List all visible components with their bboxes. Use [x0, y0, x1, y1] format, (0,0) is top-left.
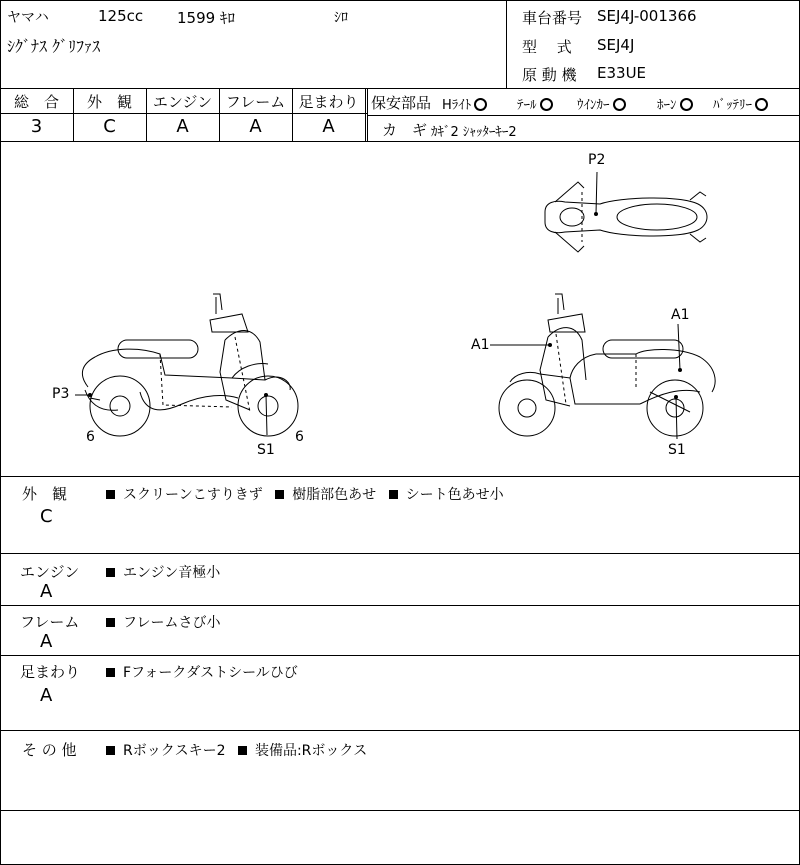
key-label: カ ギ: [382, 121, 428, 139]
note-category-frame: フレーム: [20, 613, 80, 631]
rule: [367, 115, 800, 116]
ok-circle-icon: [613, 98, 626, 111]
note-items-frame: [106, 612, 220, 632]
note-item: エンジン音極小: [123, 565, 221, 581]
safety-item-tail: [517, 94, 553, 113]
note-items-other: [106, 740, 367, 760]
model-name: ｼｸﾞﾅｽ ｸﾞﾘﾌｧｽ: [7, 37, 101, 56]
rating-value-frame: A: [249, 116, 262, 137]
diagram-label-6-left: 6: [86, 429, 95, 445]
note-items-engine: [106, 562, 220, 582]
safety-item-name: Hﾗｲﾄ: [442, 98, 472, 113]
note-item: 装備品:Rボックス: [254, 743, 368, 759]
safety-label: 保安部品: [371, 94, 432, 112]
col-divider: [365, 88, 366, 141]
safety-item-name: ﾊﾞｯﾃﾘｰ: [713, 98, 752, 113]
rating-value-overall: 3: [30, 116, 43, 137]
scooter-left-side-view: [82, 294, 298, 436]
safety-item-horn: [657, 94, 693, 113]
note-grade-suspension: A: [40, 685, 53, 706]
maker: ヤマハ: [7, 10, 49, 26]
bullet-square-icon: [106, 568, 115, 577]
rule: [0, 810, 800, 811]
rating-header-exterior: 外 観: [86, 93, 132, 111]
note-category-other: そ の 他: [22, 741, 77, 759]
type-value: SEJ4J: [597, 36, 635, 54]
frame-no-value: SEJ4J-001366: [597, 7, 697, 25]
scooter-top-view: [545, 182, 707, 252]
bullet-square-icon: [275, 490, 284, 499]
ok-circle-icon: [755, 98, 768, 111]
rule: [0, 553, 800, 554]
ok-circle-icon: [474, 98, 487, 111]
diagram-label-p3: P3: [52, 386, 70, 402]
rating-value-engine: A: [176, 116, 189, 137]
safety-item-headlight: [442, 94, 487, 113]
safety-item-battery: [713, 94, 768, 113]
safety-item-name: ﾃｰﾙ: [517, 98, 537, 113]
diagram-label-p2: P2: [588, 152, 606, 168]
note-item: フレームさび小: [123, 615, 221, 631]
bullet-square-icon: [106, 746, 115, 755]
displacement: 125cc: [98, 7, 144, 25]
note-item: 樹脂部色あせ: [292, 487, 377, 503]
mileage: 1599 ｷﾛ: [177, 9, 235, 27]
engine-value: E33UE: [597, 64, 647, 82]
diagram-label-6-right: 6: [295, 429, 304, 445]
bullet-square-icon: [106, 668, 115, 677]
type-label: 型 式: [522, 38, 572, 56]
bullet-square-icon: [106, 490, 115, 499]
note-grade-frame: A: [40, 631, 53, 652]
note-category-exterior: 外 観: [22, 485, 68, 503]
bullet-square-icon: [389, 490, 398, 499]
rating-header-overall: 総 合: [13, 93, 59, 111]
note-grade-engine: A: [40, 581, 53, 602]
note-category-engine: エンジン: [20, 563, 80, 581]
bullet-square-icon: [238, 746, 247, 755]
note-grade-exterior: C: [40, 506, 53, 527]
key-value: ｶｷﾞ2 ｼｬｯﾀｰｷｰ2: [431, 125, 517, 140]
rule: [0, 605, 800, 606]
note-category-suspension: 足まわり: [20, 663, 81, 681]
rating-value-suspension: A: [322, 116, 335, 137]
safety-item-name: ﾎｰﾝ: [657, 98, 677, 113]
rating-header-frame: フレーム: [225, 93, 286, 111]
note-item: シート色あせ小: [405, 487, 504, 503]
ok-circle-icon: [680, 98, 693, 111]
safety-item-winker: [577, 94, 626, 113]
header-divider: [506, 0, 507, 88]
diagram-label-s1-right: S1: [668, 442, 686, 458]
rule: [0, 88, 800, 89]
rating-value-exterior: C: [103, 116, 116, 137]
diagram-label-s1-left: S1: [257, 442, 275, 458]
rule: [0, 476, 800, 477]
ok-circle-icon: [540, 98, 553, 111]
frame-no-label: 車台番号: [522, 9, 583, 27]
note-items-suspension: [106, 662, 298, 682]
rule: [0, 655, 800, 656]
engine-label: 原 動 機: [522, 66, 577, 84]
rating-header-engine: エンジン: [152, 93, 213, 111]
note-item: スクリーンこすりきず: [123, 487, 263, 503]
color: ｼﾛ: [334, 10, 348, 26]
note-item: Rボックスキー2: [123, 743, 226, 759]
rule: [0, 113, 367, 114]
bullet-square-icon: [106, 618, 115, 627]
rule: [0, 730, 800, 731]
diagram-label-a1-rear: A1: [671, 307, 690, 323]
safety-item-name: ｳｲﾝｶｰ: [577, 98, 610, 113]
diagram-label-a1-front: A1: [471, 337, 490, 353]
note-items-exterior: [106, 484, 504, 504]
col-divider: [367, 88, 368, 141]
rating-header-suspension: 足まわり: [298, 93, 359, 111]
note-item: Fフォークダストシールひび: [123, 665, 298, 681]
